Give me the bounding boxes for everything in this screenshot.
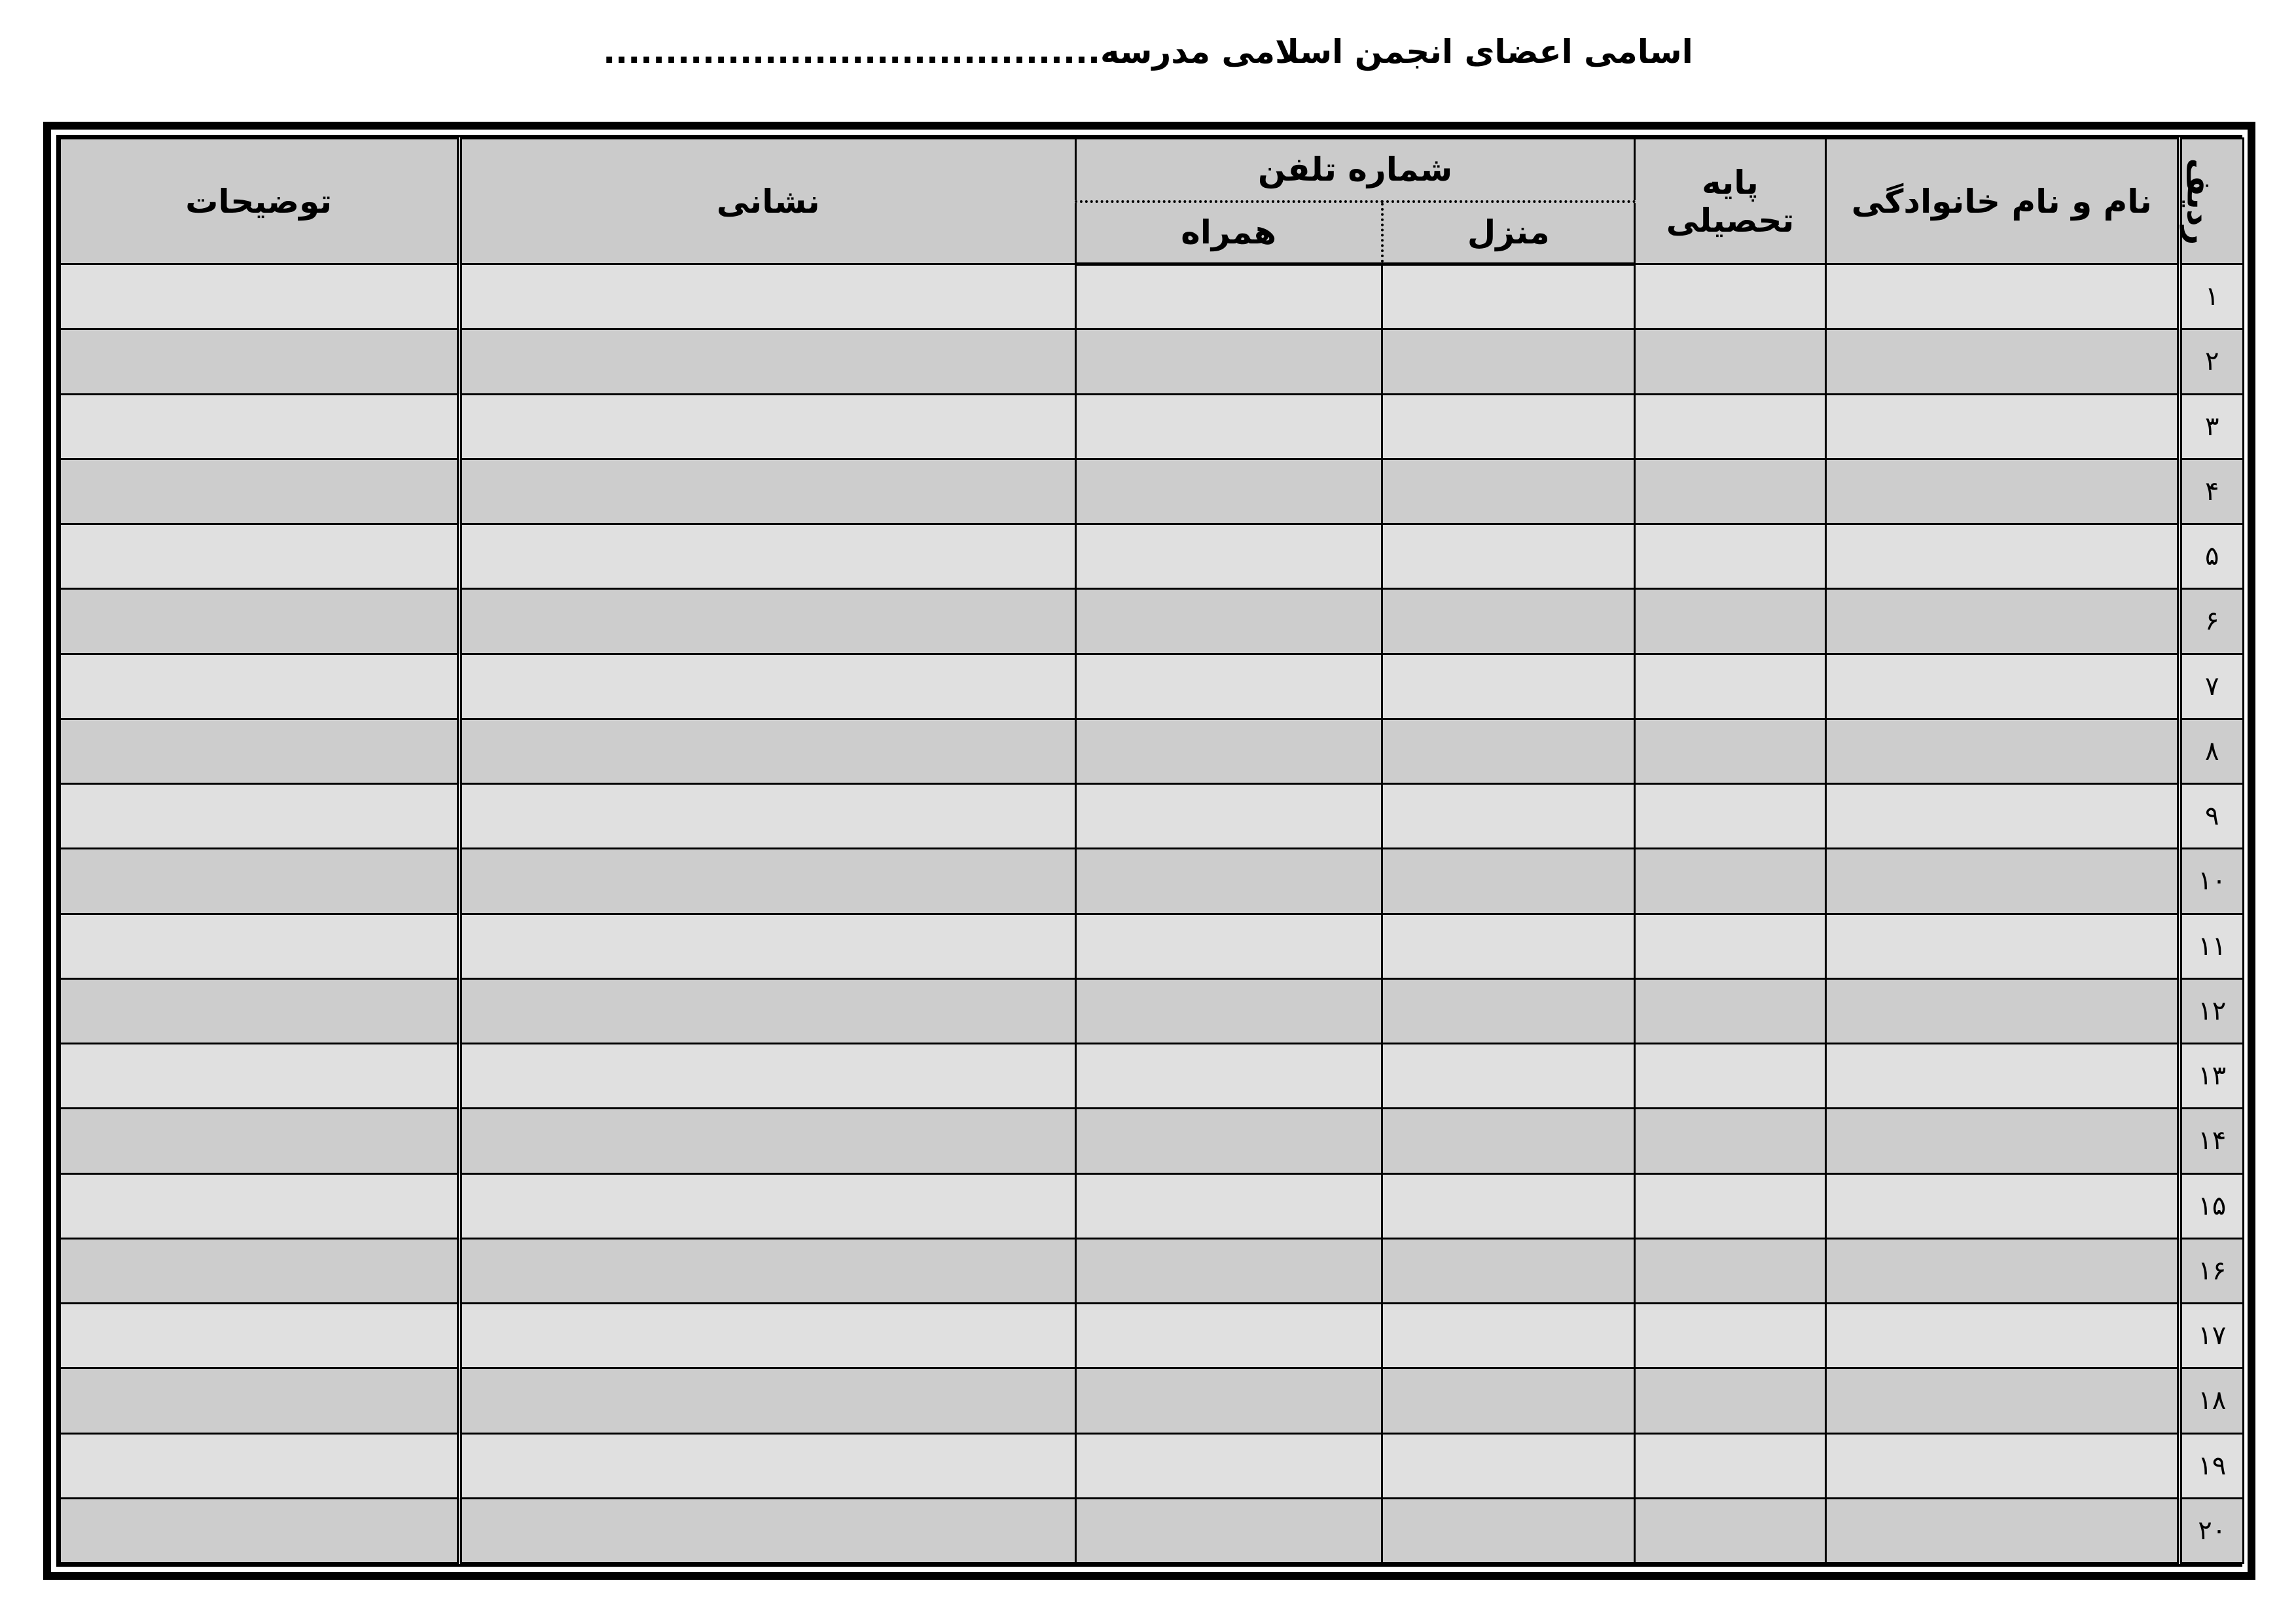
cell-grade[interactable]	[1635, 1368, 1826, 1433]
cell-phone-home[interactable]	[1382, 914, 1635, 978]
cell-name[interactable]	[1826, 1109, 2179, 1173]
cell-phone-home[interactable]	[1382, 1238, 1635, 1303]
cell-grade[interactable]	[1635, 589, 1826, 654]
row-number: ۳	[2179, 394, 2244, 459]
row-number: ۹	[2179, 784, 2244, 849]
row-number: ۲۰	[2179, 1498, 2244, 1563]
row-number: ۱۳	[2179, 1044, 2244, 1109]
header-notes: توضیحات	[60, 139, 459, 264]
cell-grade[interactable]	[1635, 654, 1826, 719]
document-title	[0, 29, 2296, 75]
table-row	[60, 914, 2244, 978]
cell-address[interactable]	[459, 1433, 1076, 1498]
cell-address[interactable]	[459, 264, 1076, 329]
cell-notes[interactable]	[60, 1238, 459, 1303]
cell-name[interactable]	[1826, 524, 2179, 589]
cell-address[interactable]	[459, 1173, 1076, 1238]
cell-notes[interactable]	[60, 1368, 459, 1433]
row-number: ۱۱	[2179, 914, 2244, 978]
cell-grade[interactable]	[1635, 1109, 1826, 1173]
cell-phone-home[interactable]	[1382, 849, 1635, 914]
table-header	[60, 139, 2244, 264]
cell-notes[interactable]	[60, 459, 459, 524]
row-number: ۱۶	[2179, 1238, 2244, 1303]
cell-grade[interactable]	[1635, 459, 1826, 524]
cell-phone-mobile[interactable]	[1076, 849, 1382, 914]
cell-phone-home[interactable]	[1382, 1109, 1635, 1173]
cell-phone-mobile[interactable]	[1076, 784, 1382, 849]
cell-name[interactable]	[1826, 1498, 2179, 1563]
cell-grade[interactable]	[1635, 329, 1826, 394]
row-number: ۱۹	[2179, 1433, 2244, 1498]
cell-phone-home[interactable]	[1382, 1433, 1635, 1498]
row-number: ۱۸	[2179, 1368, 2244, 1433]
cell-grade[interactable]	[1635, 524, 1826, 589]
cell-phone-mobile[interactable]	[1076, 1044, 1382, 1109]
cell-grade[interactable]	[1635, 1433, 1826, 1498]
cell-phone-mobile[interactable]	[1076, 1238, 1382, 1303]
members-table	[59, 137, 2244, 1564]
cell-notes[interactable]	[60, 654, 459, 719]
cell-name[interactable]	[1826, 1433, 2179, 1498]
cell-phone-home[interactable]	[1382, 524, 1635, 589]
cell-notes[interactable]	[60, 1109, 459, 1173]
header-phone-mobile: همراه	[1076, 202, 1382, 264]
cell-address[interactable]	[459, 978, 1076, 1043]
cell-name[interactable]	[1826, 589, 2179, 654]
cell-name[interactable]	[1826, 264, 2179, 329]
cell-address[interactable]	[459, 459, 1076, 524]
row-number: ۲	[2179, 329, 2244, 394]
cell-notes[interactable]	[60, 914, 459, 978]
cell-phone-mobile[interactable]	[1076, 459, 1382, 524]
row-number: ۷	[2179, 654, 2244, 719]
cell-address[interactable]	[459, 654, 1076, 719]
cell-notes[interactable]	[60, 1498, 459, 1563]
table-row	[60, 1304, 2244, 1368]
row-number: ۴	[2179, 459, 2244, 524]
cell-name[interactable]	[1826, 459, 2179, 524]
row-number: ۱۵	[2179, 1173, 2244, 1238]
cell-notes[interactable]	[60, 1173, 459, 1238]
cell-grade[interactable]	[1635, 1498, 1826, 1563]
cell-phone-home[interactable]	[1382, 1368, 1635, 1433]
row-number: ۶	[2179, 589, 2244, 654]
table-row	[60, 524, 2244, 589]
cell-notes[interactable]	[60, 1433, 459, 1498]
cell-notes[interactable]	[60, 1304, 459, 1368]
cell-grade[interactable]	[1635, 914, 1826, 978]
cell-phone-mobile[interactable]	[1076, 1368, 1382, 1433]
cell-name[interactable]	[1826, 654, 2179, 719]
cell-name[interactable]	[1826, 719, 2179, 783]
table-row	[60, 264, 2244, 329]
cell-name[interactable]	[1826, 914, 2179, 978]
header-name: نام و نام خانوادگی	[1826, 139, 2179, 264]
row-number: ۵	[2179, 524, 2244, 589]
header-radif	[2179, 139, 2244, 264]
cell-phone-home[interactable]	[1382, 784, 1635, 849]
cell-notes[interactable]	[60, 589, 459, 654]
cell-address[interactable]	[459, 719, 1076, 783]
table-body	[60, 264, 2244, 1563]
cell-phone-home[interactable]	[1382, 1173, 1635, 1238]
cell-address[interactable]	[459, 914, 1076, 978]
cell-phone-home[interactable]	[1382, 1304, 1635, 1368]
cell-notes[interactable]	[60, 329, 459, 394]
cell-name[interactable]	[1826, 394, 2179, 459]
cell-name[interactable]	[1826, 1173, 2179, 1238]
cell-phone-home[interactable]	[1382, 978, 1635, 1043]
cell-phone-home[interactable]	[1382, 654, 1635, 719]
header-phone-group: شماره تلفن	[1076, 139, 1635, 202]
cell-phone-home[interactable]	[1382, 459, 1635, 524]
header-address: نشانی	[459, 139, 1076, 264]
cell-phone-home[interactable]	[1382, 1498, 1635, 1563]
table-inner-frame	[56, 135, 2242, 1567]
cell-address[interactable]	[459, 329, 1076, 394]
cell-phone-mobile[interactable]	[1076, 329, 1382, 394]
table-row	[60, 589, 2244, 654]
cell-grade[interactable]	[1635, 264, 1826, 329]
row-number: ۱۴	[2179, 1109, 2244, 1173]
cell-notes[interactable]	[60, 524, 459, 589]
cell-notes[interactable]	[60, 784, 459, 849]
cell-address[interactable]	[459, 1498, 1076, 1563]
cell-name[interactable]	[1826, 1304, 2179, 1368]
cell-name[interactable]	[1826, 1238, 2179, 1303]
table-row	[60, 1173, 2244, 1238]
cell-phone-mobile[interactable]	[1076, 719, 1382, 783]
cell-phone-mobile[interactable]	[1076, 1109, 1382, 1173]
cell-grade[interactable]	[1635, 978, 1826, 1043]
cell-phone-home[interactable]	[1382, 394, 1635, 459]
cell-phone-mobile[interactable]	[1076, 1304, 1382, 1368]
cell-name[interactable]	[1826, 1368, 2179, 1433]
header-grade: پایه تحصیلی	[1635, 139, 1826, 264]
row-number: ۱۷	[2179, 1304, 2244, 1368]
cell-address[interactable]	[459, 1238, 1076, 1303]
cell-phone-mobile[interactable]	[1076, 1433, 1382, 1498]
cell-phone-home[interactable]	[1382, 589, 1635, 654]
cell-grade[interactable]	[1635, 849, 1826, 914]
cell-name[interactable]	[1826, 978, 2179, 1043]
cell-grade[interactable]	[1635, 1238, 1826, 1303]
cell-address[interactable]	[459, 524, 1076, 589]
cell-phone-home[interactable]	[1382, 1044, 1635, 1109]
table-row	[60, 849, 2244, 914]
cell-phone-mobile[interactable]	[1076, 978, 1382, 1043]
row-number: ۱۲	[2179, 978, 2244, 1043]
cell-name[interactable]	[1826, 1044, 2179, 1109]
document-title-text: اسامی اعضای انجمن اسلامی مدرسه........................................	[603, 33, 1693, 71]
cell-notes[interactable]	[60, 394, 459, 459]
table-row	[60, 719, 2244, 783]
cell-phone-mobile[interactable]	[1076, 524, 1382, 589]
cell-grade[interactable]	[1635, 719, 1826, 783]
table-row	[60, 1238, 2244, 1303]
cell-phone-home[interactable]	[1382, 329, 1635, 394]
cell-address[interactable]	[459, 849, 1076, 914]
cell-grade[interactable]	[1635, 1304, 1826, 1368]
cell-notes[interactable]	[60, 849, 459, 914]
cell-address[interactable]	[459, 1304, 1076, 1368]
header-radif-label: ردیف	[2179, 158, 2218, 245]
table-outer-frame	[43, 122, 2255, 1580]
table-row	[60, 459, 2244, 524]
cell-address[interactable]	[459, 589, 1076, 654]
row-number: ۱	[2179, 264, 2244, 329]
row-number: ۸	[2179, 719, 2244, 783]
cell-name[interactable]	[1826, 849, 2179, 914]
cell-name[interactable]	[1826, 329, 2179, 394]
cell-address[interactable]	[459, 394, 1076, 459]
table-row	[60, 394, 2244, 459]
cell-phone-mobile[interactable]	[1076, 1173, 1382, 1238]
cell-address[interactable]	[459, 1109, 1076, 1173]
table-row	[60, 1498, 2244, 1563]
table-row	[60, 1433, 2244, 1498]
table-row	[60, 978, 2244, 1043]
table-row	[60, 329, 2244, 394]
cell-phone-home[interactable]	[1382, 264, 1635, 329]
header-row-top	[60, 139, 2244, 202]
cell-notes[interactable]	[60, 978, 459, 1043]
cell-name[interactable]	[1826, 784, 2179, 849]
cell-phone-mobile[interactable]	[1076, 264, 1382, 329]
cell-grade[interactable]	[1635, 394, 1826, 459]
cell-phone-mobile[interactable]	[1076, 589, 1382, 654]
cell-grade[interactable]	[1635, 1044, 1826, 1109]
cell-phone-home[interactable]	[1382, 719, 1635, 783]
cell-notes[interactable]	[60, 1044, 459, 1109]
table-row	[60, 654, 2244, 719]
cell-address[interactable]	[459, 1044, 1076, 1109]
cell-grade[interactable]	[1635, 1173, 1826, 1238]
header-phone-home: منزل	[1382, 202, 1635, 264]
cell-phone-mobile[interactable]	[1076, 914, 1382, 978]
table-row	[60, 1044, 2244, 1109]
table-row	[60, 1109, 2244, 1173]
table-row	[60, 784, 2244, 849]
cell-phone-mobile[interactable]	[1076, 654, 1382, 719]
cell-address[interactable]	[459, 784, 1076, 849]
cell-notes[interactable]	[60, 719, 459, 783]
cell-phone-mobile[interactable]	[1076, 394, 1382, 459]
cell-grade[interactable]	[1635, 784, 1826, 849]
cell-notes[interactable]	[60, 264, 459, 329]
cell-address[interactable]	[459, 1368, 1076, 1433]
table-row	[60, 1368, 2244, 1433]
cell-phone-mobile[interactable]	[1076, 1498, 1382, 1563]
row-number: ۱۰	[2179, 849, 2244, 914]
